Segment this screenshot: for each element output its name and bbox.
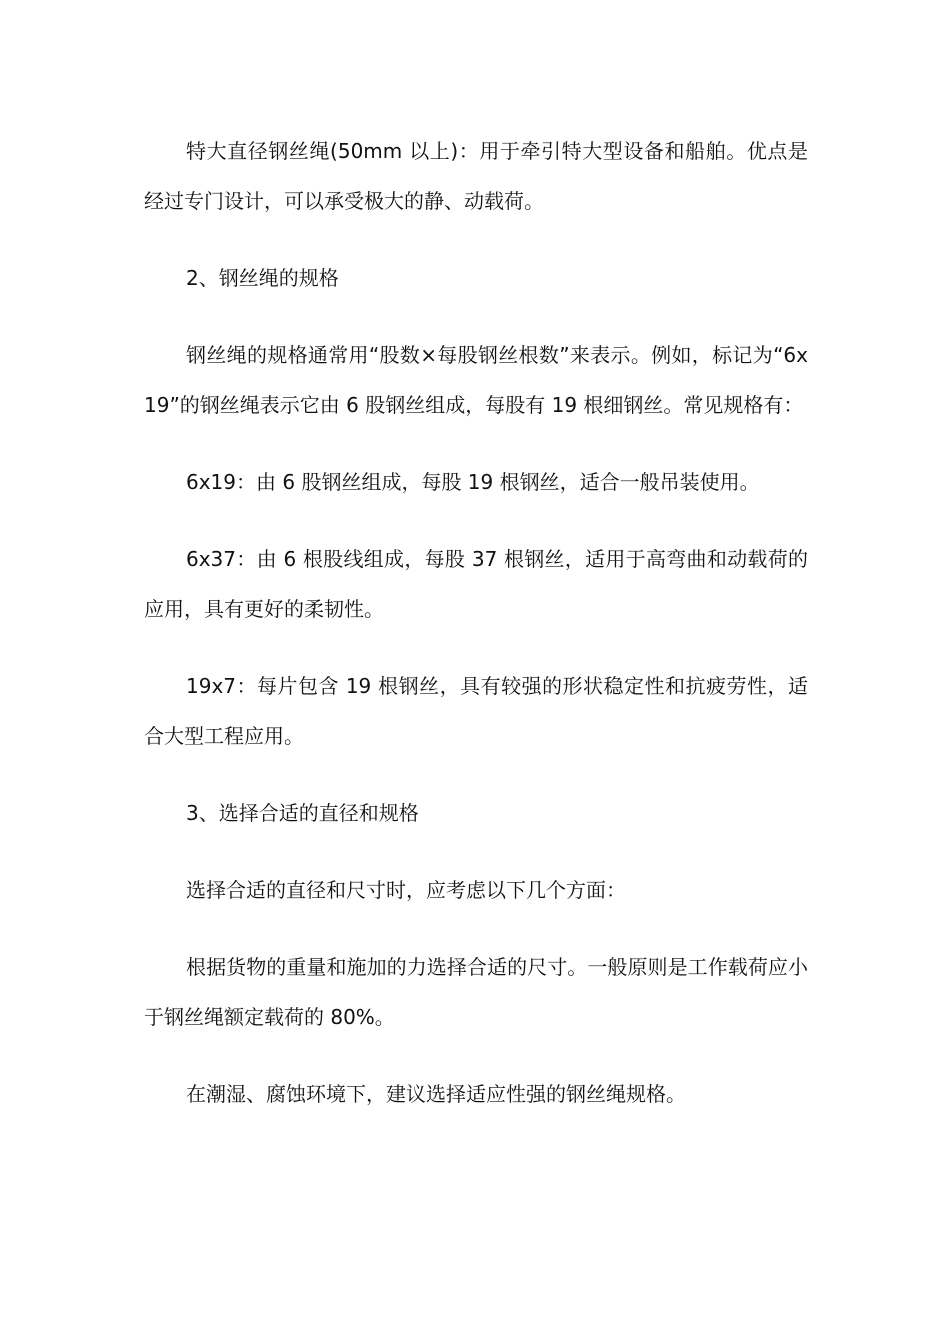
paragraph-spec-6x37: 6x37：由 6 根股线组成，每股 37 根钢丝，适用于高弯曲和动载荷的应用，具有更好的柔韧性。 bbox=[144, 547, 808, 621]
document-body bbox=[144, 126, 808, 1146]
section-heading-selection: 3、选择合适的直径和规格 bbox=[186, 801, 419, 825]
paragraph-selection-intro: 选择合适的直径和尺寸时，应考虑以下几个方面： bbox=[186, 878, 626, 902]
paragraph-selection-load: 根据货物的重量和施加的力选择合适的尺寸。一般原则是工作载荷应小于钢丝绳额定载荷的 80%。 bbox=[144, 955, 808, 1029]
paragraph-spec-19x7: 19x7：每片包含 19 根钢丝，具有较强的形状稳定性和抗疲劳性，适合大型工程应用。 bbox=[144, 674, 808, 748]
paragraph-spec-6x19: 6x19：由 6 股钢丝组成，每股 19 根钢丝，适合一般吊装使用。 bbox=[186, 470, 760, 494]
paragraph-selection-environment: 在潮湿、腐蚀环境下，建议选择适应性强的钢丝绳规格。 bbox=[186, 1082, 686, 1106]
paragraph-extra-large-diameter: 特大直径钢丝绳(50mm 以上)：用于牵引特大型设备和船舶。优点是经过专门设计，可以承受极大的静、动载荷。 bbox=[144, 139, 808, 213]
section-heading-specifications: 2、钢丝绳的规格 bbox=[186, 266, 339, 290]
paragraph-specification-notation: 钢丝绳的规格通常用“股数×每股钢丝根数”来表示。例如，标记为“6x19”的钢丝绳表示它由 6 股钢丝组成，每股有 19 根细钢丝。常见规格有： bbox=[144, 343, 808, 417]
